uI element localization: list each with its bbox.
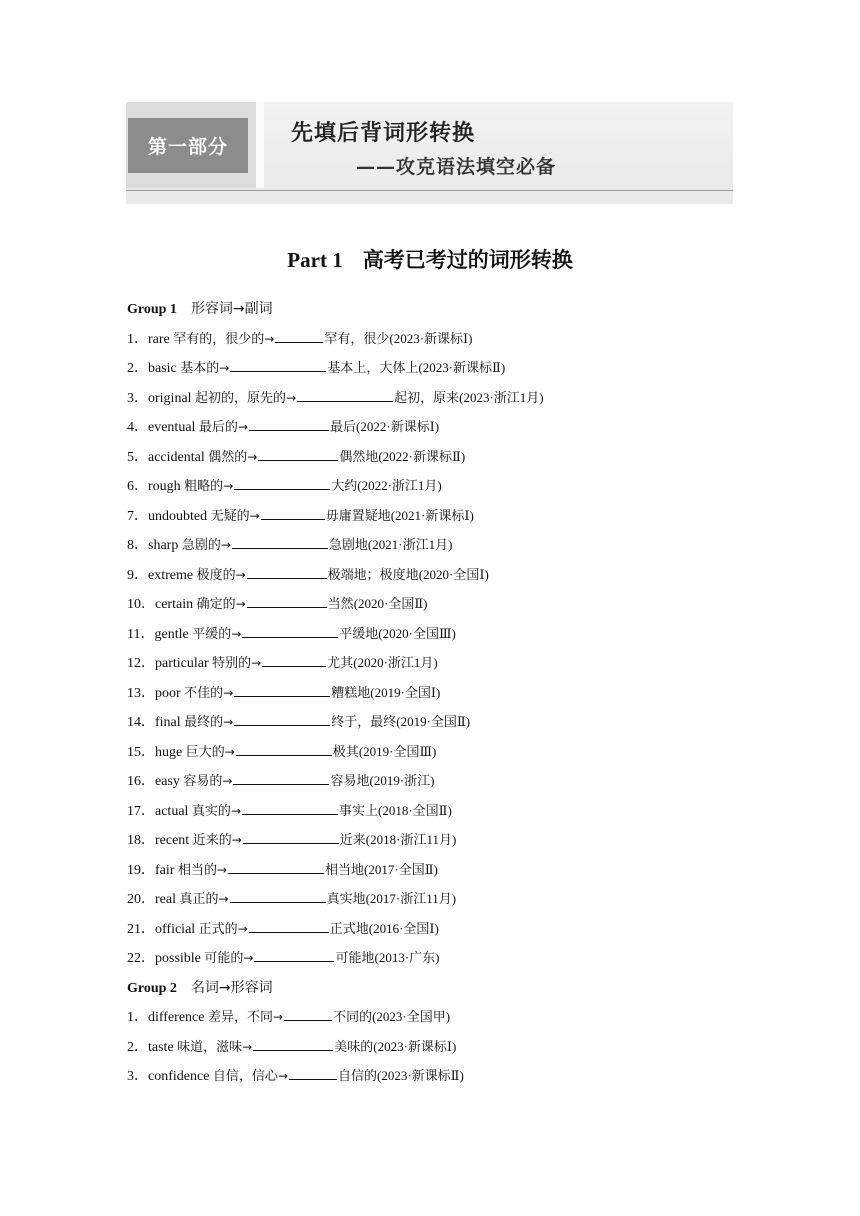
answer-blank[interactable] (258, 446, 338, 461)
item-meaning: 可能的 (204, 951, 244, 966)
arrow-icon: → (219, 361, 230, 375)
arrow-icon: → (237, 420, 248, 434)
exercise-item (127, 682, 747, 712)
answer-blank[interactable] (247, 564, 327, 579)
item-source: (2018·浙江11月) (365, 832, 457, 847)
item-source: (2022·新课标Ⅰ) (356, 419, 440, 434)
item-meaning: 罕有的，很少的 (173, 331, 265, 347)
item-number: 19． (127, 862, 155, 878)
arrow-icon: → (273, 1010, 284, 1024)
exercise-item (127, 1065, 747, 1095)
arrow-icon: → (231, 626, 242, 641)
answer-blank[interactable] (236, 741, 332, 756)
answer-meaning: 近来 (339, 833, 366, 848)
item-number: 2． (127, 1039, 148, 1055)
item-meaning: 基本的 (180, 361, 220, 376)
item-meaning: 自信，信心 (212, 1069, 278, 1084)
answer-blank[interactable] (233, 770, 329, 785)
part-title (0, 244, 860, 274)
item-word: sharp (148, 538, 179, 553)
item-word: extreme (148, 567, 194, 583)
item-meaning: 真实的 (191, 803, 231, 819)
answer-blank[interactable] (230, 888, 326, 903)
answer-blank[interactable] (234, 711, 330, 726)
item-word: rare (148, 331, 170, 347)
item-meaning: 起初的，原先的 (195, 390, 287, 406)
part-label: Part 1 (287, 248, 343, 272)
answer-meaning: 事实上 (339, 803, 379, 819)
item-word: certain (155, 597, 194, 612)
item-word: accidental (148, 449, 205, 465)
answer-blank[interactable] (247, 593, 327, 608)
exercise-item (127, 593, 747, 623)
item-number: 11． (127, 626, 155, 642)
arrow-icon: → (243, 951, 254, 965)
item-number: 1． (127, 331, 148, 347)
answer-blank[interactable] (253, 1036, 333, 1051)
item-source: (2023·新课标Ⅰ) (389, 330, 473, 346)
item-meaning: 相当的 (177, 862, 217, 878)
item-meaning: 偶然的 (208, 449, 248, 465)
arrow-icon: → (224, 744, 235, 759)
answer-blank[interactable] (284, 1006, 332, 1021)
answer-meaning: 极其 (332, 744, 359, 760)
answer-meaning: 毋庸置疑地 (325, 508, 391, 524)
group-heading (127, 298, 747, 328)
arrow-icon: → (222, 774, 233, 788)
exercise-item (127, 1036, 747, 1066)
answer-meaning: 可能地 (335, 951, 375, 966)
arrow-icon: → (220, 538, 231, 552)
item-source: (2021·浙江1月) (367, 537, 453, 552)
item-source: (2023·新课标Ⅱ) (418, 360, 506, 375)
answer-blank[interactable] (243, 829, 339, 844)
item-source: (2023·新课标Ⅰ) (373, 1038, 457, 1054)
answer-meaning: 极端地；极度地 (327, 567, 419, 583)
item-number: 16． (127, 774, 155, 789)
item-source: (2023·新课标Ⅱ) (377, 1068, 464, 1083)
exercise-item (127, 505, 747, 535)
answer-meaning: 自信的 (338, 1069, 378, 1084)
exercise-item (127, 859, 747, 889)
item-source: (2019·全国Ⅲ) (358, 743, 437, 759)
item-source: (2019·浙江) (369, 773, 435, 788)
exercise-item (127, 800, 747, 830)
item-word: huge (155, 744, 183, 760)
exercise-item (127, 564, 747, 594)
answer-meaning: 不同的 (333, 1010, 373, 1025)
item-word: confidence (148, 1069, 210, 1084)
group-title: 名词→形容词 (190, 979, 273, 996)
answer-meaning: 真实地 (326, 892, 366, 907)
answer-meaning: 偶然地 (339, 449, 379, 465)
item-meaning: 正式的 (198, 921, 238, 937)
item-number: 7． (127, 508, 148, 524)
arrow-icon: → (277, 1069, 288, 1083)
arrow-icon: → (216, 862, 228, 877)
exercise-item (127, 416, 747, 446)
exercise-item (127, 1006, 747, 1036)
answer-blank[interactable] (249, 416, 329, 431)
arrow-icon: → (218, 892, 229, 906)
item-number: 3． (127, 1069, 148, 1084)
exercise-item (127, 741, 747, 771)
item-number: 15． (127, 744, 155, 760)
answer-blank[interactable] (297, 387, 393, 402)
item-meaning: 确定的 (196, 597, 236, 612)
answer-blank[interactable] (249, 918, 329, 933)
banner-separator (256, 102, 264, 188)
item-meaning: 真正的 (179, 892, 219, 907)
exercise-item (127, 888, 747, 918)
answer-blank[interactable] (228, 859, 324, 874)
item-word: real (155, 892, 176, 907)
exercise-item (127, 947, 747, 977)
exercise-item (127, 475, 747, 505)
item-source: (2022·新课标Ⅱ) (378, 448, 466, 464)
item-word: taste (148, 1039, 174, 1055)
answer-blank[interactable] (230, 357, 326, 372)
item-word: rough (148, 479, 181, 494)
item-meaning: 最后的 (198, 420, 238, 435)
item-word: actual (155, 803, 189, 819)
item-number: 3． (127, 390, 148, 406)
answer-blank[interactable] (242, 623, 338, 638)
item-word: basic (148, 361, 177, 376)
answer-blank[interactable] (234, 475, 330, 490)
item-source: (2023·浙江1月) (459, 389, 544, 405)
exercise-item (127, 829, 747, 859)
item-number: 12． (127, 656, 155, 671)
exercise-item (127, 328, 747, 358)
item-number: 18． (127, 833, 155, 848)
exercise-item (127, 534, 747, 564)
answer-blank[interactable] (275, 328, 323, 343)
item-word: undoubted (148, 508, 208, 524)
exercise-item (127, 652, 747, 682)
item-number: 8． (127, 538, 148, 553)
item-meaning: 平缓的 (192, 626, 232, 642)
group-label: Group 2 (127, 980, 177, 996)
item-number: 21． (127, 921, 155, 937)
answer-blank[interactable] (289, 1065, 337, 1080)
arrow-icon: → (242, 1039, 253, 1054)
item-meaning: 极度的 (196, 567, 236, 583)
item-number: 14． (127, 715, 155, 730)
part-title-text: 高考已考过的词形转换 (362, 248, 573, 272)
section-banner (126, 102, 733, 204)
exercise-list (127, 298, 747, 1095)
item-meaning: 味道，滋味 (177, 1039, 243, 1055)
item-number: 22． (127, 951, 155, 966)
item-meaning: 特别的 (212, 656, 252, 671)
banner-rule (126, 190, 733, 191)
item-word: gentle (154, 626, 189, 642)
exercise-item (127, 918, 747, 948)
item-meaning: 容易的 (183, 774, 223, 789)
item-source: (2020·浙江1月) (353, 655, 438, 670)
item-meaning: 急剧的 (181, 538, 221, 553)
item-source: (2013·广东) (374, 950, 440, 965)
item-number: 2． (127, 361, 148, 376)
answer-blank[interactable] (261, 505, 325, 520)
item-meaning: 最终的 (184, 715, 224, 730)
item-word: original (148, 390, 192, 406)
arrow-icon: → (235, 567, 246, 582)
item-number: 9． (127, 567, 148, 583)
answer-meaning: 最后 (330, 420, 357, 435)
item-number: 13． (127, 685, 155, 701)
answer-meaning: 当然 (327, 597, 354, 612)
item-source: (2019·全国Ⅱ) (396, 714, 471, 729)
item-source: (2023·全国甲) (372, 1009, 451, 1024)
item-source: (2018·全国Ⅱ) (378, 802, 452, 818)
arrow-icon: → (264, 331, 275, 346)
answer-blank[interactable] (254, 947, 334, 962)
banner-title: 先填后背词形转换 (291, 121, 476, 146)
group-title: 形容词→副词 (190, 301, 273, 317)
answer-blank[interactable] (232, 534, 328, 549)
answer-meaning: 尤其 (327, 656, 354, 671)
exercise-item (127, 770, 747, 800)
item-word: poor (155, 685, 181, 701)
answer-meaning: 正式地 (329, 921, 369, 937)
answer-meaning: 美味的 (334, 1039, 374, 1055)
item-word: final (155, 715, 181, 730)
answer-meaning: 罕有，很少 (324, 331, 390, 347)
arrow-icon: → (249, 508, 260, 523)
item-source: (2021·新课标Ⅰ) (390, 507, 474, 523)
banner-left-panel (126, 102, 256, 188)
item-number: 6． (127, 479, 148, 494)
item-word: eventual (148, 420, 196, 435)
arrow-icon: → (237, 921, 248, 936)
item-word: official (155, 921, 196, 937)
item-word: recent (155, 833, 190, 848)
item-source: (2020·全国Ⅱ) (353, 596, 428, 611)
exercise-item (127, 446, 747, 476)
exercise-item (127, 387, 747, 417)
item-word: difference (148, 1010, 205, 1025)
answer-meaning: 容易地 (330, 774, 370, 789)
exercise-item (127, 357, 747, 387)
item-source: (2017·全国Ⅱ) (364, 861, 438, 877)
arrow-icon: → (230, 803, 241, 818)
arrow-icon: → (223, 479, 234, 493)
answer-meaning: 终于，最终 (331, 715, 397, 730)
item-word: fair (155, 862, 175, 878)
item-word: particular (155, 656, 209, 671)
answer-meaning: 基本上，大体上 (327, 361, 419, 376)
exercise-item (127, 711, 747, 741)
answer-meaning: 起初，原来 (394, 390, 460, 406)
item-source: (2019·全国Ⅰ) (370, 684, 441, 700)
answer-meaning: 糟糕地 (331, 685, 371, 701)
item-meaning: 无疑的 (210, 508, 250, 524)
item-meaning: 不佳的 (184, 685, 224, 701)
item-word: possible (155, 951, 201, 966)
item-source: (2017·浙江11月) (365, 891, 457, 906)
item-meaning: 近来的 (192, 833, 232, 848)
group-label: Group 1 (127, 302, 177, 317)
arrow-icon: → (223, 715, 234, 729)
banner-subtitle: ——攻克语法填空必备 (356, 156, 557, 178)
arrow-icon: → (251, 656, 262, 670)
item-number: 5． (127, 449, 148, 465)
arrow-icon: → (231, 833, 242, 847)
answer-blank[interactable] (262, 652, 326, 667)
answer-meaning: 相当地 (325, 862, 365, 878)
item-number: 10． (127, 597, 155, 612)
item-source: (2022·浙江1月) (357, 478, 442, 493)
item-number: 4． (127, 420, 148, 435)
item-meaning: 巨大的 (185, 744, 225, 760)
answer-blank[interactable] (234, 682, 330, 697)
arrow-icon: → (286, 390, 297, 405)
answer-blank[interactable] (242, 800, 338, 815)
banner-tag: 第一部分 (128, 118, 248, 173)
item-meaning: 差异，不同 (207, 1010, 273, 1025)
item-number: 20． (127, 892, 155, 907)
arrow-icon: → (235, 597, 246, 611)
item-word: easy (155, 774, 180, 789)
item-source: (2020·全国Ⅰ) (418, 566, 489, 582)
answer-meaning: 大约 (331, 479, 358, 494)
exercise-item (127, 623, 747, 653)
arrow-icon: → (223, 685, 234, 700)
arrow-icon: → (247, 449, 258, 464)
item-number: 1． (127, 1010, 148, 1025)
answer-meaning: 急剧地 (328, 538, 368, 553)
answer-meaning: 平缓地 (339, 626, 379, 642)
item-number: 17． (127, 803, 155, 819)
group-heading (127, 977, 747, 1007)
item-source: (2016·全国Ⅰ) (368, 920, 439, 936)
item-meaning: 粗略的 (184, 479, 224, 494)
item-source: (2020·全国Ⅲ) (378, 625, 456, 641)
